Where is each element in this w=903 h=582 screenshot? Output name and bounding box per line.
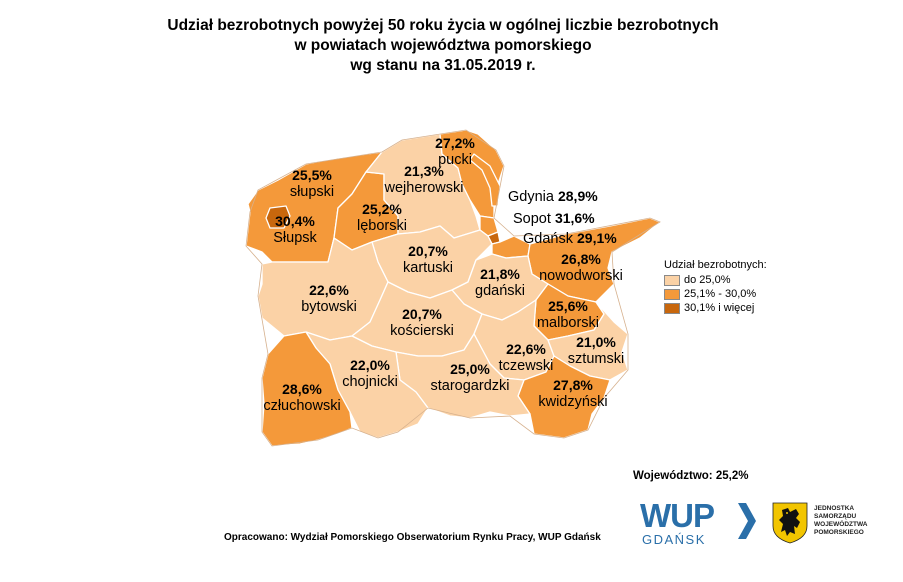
label-czluchowski bbox=[263, 381, 340, 415]
value-bytowski: 22,6% bbox=[309, 282, 349, 298]
name-czluchowski: człuchowski bbox=[263, 398, 341, 414]
title-line-2: w powiatach województwa pomorskiego bbox=[294, 37, 592, 54]
name-tczewski: tczewski bbox=[498, 358, 554, 374]
name-sztumski: sztumski bbox=[567, 351, 625, 367]
value-czluchowski: 28,6% bbox=[282, 381, 322, 397]
legend-label-mid: 25,1% - 30,0% bbox=[684, 288, 757, 300]
value-chojnicki: 22,0% bbox=[350, 357, 390, 373]
name-slupski: słupski bbox=[289, 184, 335, 200]
name-leborski: lęborski bbox=[357, 218, 407, 234]
value-leborski: 25,2% bbox=[362, 201, 402, 217]
legend-label-low: do 25,0% bbox=[684, 274, 731, 286]
legend-item-low bbox=[664, 273, 767, 287]
city-label-gdansk bbox=[523, 230, 617, 247]
value-kartuski: 20,7% bbox=[408, 243, 448, 259]
wup-logo bbox=[640, 499, 758, 547]
value-pucki: 27,2% bbox=[435, 135, 475, 151]
source-note: Opracowano: Wydział Pomorskiego Obserwatorium Rynku Pracy, WUP Gdańsk bbox=[224, 532, 601, 543]
value-malborski: 25,6% bbox=[548, 298, 588, 314]
label-starogardzki bbox=[431, 361, 510, 395]
agency-line-4: POMORSKIEGO bbox=[814, 529, 864, 536]
name-chojnicki: chojnicki bbox=[342, 374, 398, 390]
chevron-right-icon bbox=[738, 503, 756, 539]
city-value-sopot: 31,6% bbox=[554, 210, 595, 226]
name-koscierski: kościerski bbox=[390, 323, 454, 339]
name-bytowski: bytowski bbox=[301, 299, 357, 315]
label-malborski bbox=[537, 298, 599, 332]
name-malborski: malborski bbox=[536, 315, 600, 331]
legend-swatch-low bbox=[664, 275, 680, 286]
legend-swatch-mid bbox=[664, 289, 680, 300]
legend-item-mid bbox=[664, 287, 767, 301]
label-chojnicki bbox=[342, 357, 398, 391]
name-wejherowski: wejherowski bbox=[384, 180, 464, 196]
label-leborski bbox=[357, 201, 407, 235]
name-gdanski: gdański bbox=[475, 283, 525, 299]
map-legend bbox=[664, 259, 767, 315]
legend-swatch-high bbox=[664, 303, 680, 314]
agency-line-3: WOJEWÓDZTWA bbox=[814, 521, 868, 528]
griffin-crest-icon bbox=[772, 502, 808, 544]
title-line-3: wg stanu na 31.05.2019 r. bbox=[350, 57, 536, 74]
name-pucki: pucki bbox=[438, 152, 472, 168]
city-name-sopot: Sopot bbox=[513, 211, 551, 227]
name-starogardzki: starogardzki bbox=[430, 378, 510, 394]
label-slupski bbox=[290, 167, 334, 201]
city-value-gdansk: 29,1% bbox=[577, 230, 617, 246]
city-value-gdynia: 28,9% bbox=[557, 188, 598, 204]
value-koscierski: 20,7% bbox=[402, 306, 442, 322]
value-gdanski: 21,8% bbox=[480, 266, 520, 282]
label-bytowski bbox=[301, 282, 357, 316]
label-nowodworski bbox=[539, 251, 623, 285]
value-sztumski: 21,0% bbox=[576, 334, 616, 350]
name-kwidzynski: kwidzyński bbox=[538, 394, 608, 410]
name-nowodworski: nowodworski bbox=[539, 268, 623, 284]
label-sztumski bbox=[568, 334, 624, 368]
label-koscierski bbox=[390, 306, 454, 340]
city-name-gdynia: Gdynia bbox=[508, 189, 554, 205]
label-gdanski bbox=[475, 266, 525, 300]
legend-item-high bbox=[664, 301, 767, 315]
value-slupski: 25,5% bbox=[292, 167, 332, 183]
agency-line-2: SAMORZĄDU bbox=[814, 513, 857, 520]
value-starogardzki: 25,0% bbox=[450, 361, 490, 377]
name-slupsk: Słupsk bbox=[273, 230, 317, 246]
label-kartuski bbox=[403, 243, 453, 277]
agency-line-1: JEDNOSTKA bbox=[814, 505, 855, 512]
legend-label-high: 30,1% i więcej bbox=[684, 302, 755, 314]
city-label-sopot bbox=[513, 210, 595, 227]
city-label-gdynia bbox=[508, 188, 598, 205]
wup-logo-city: GDAŃSK bbox=[642, 532, 706, 547]
legend-title: Udział bezrobotnych: bbox=[664, 259, 767, 271]
label-slupsk bbox=[273, 213, 317, 247]
agency-name bbox=[814, 505, 867, 537]
label-kwidzynski bbox=[538, 377, 607, 411]
voivodeship-total: Województwo: 25,2% bbox=[633, 470, 749, 482]
name-kartuski: kartuski bbox=[403, 260, 453, 276]
value-kwidzynski: 27,8% bbox=[553, 377, 593, 393]
title-line-1: Udział bezrobotnych powyżej 50 roku życia w ogólnej liczbie bezrobotnych bbox=[167, 17, 719, 34]
value-nowodworski: 26,8% bbox=[561, 251, 601, 267]
value-slupsk: 30,4% bbox=[275, 213, 315, 229]
label-wejherowski bbox=[385, 163, 464, 197]
value-tczewski: 22,6% bbox=[506, 341, 546, 357]
wup-logo-text: WUP bbox=[640, 497, 714, 534]
city-name-gdansk: Gdańsk bbox=[523, 231, 573, 247]
value-wejherowski: 21,3% bbox=[404, 163, 444, 179]
